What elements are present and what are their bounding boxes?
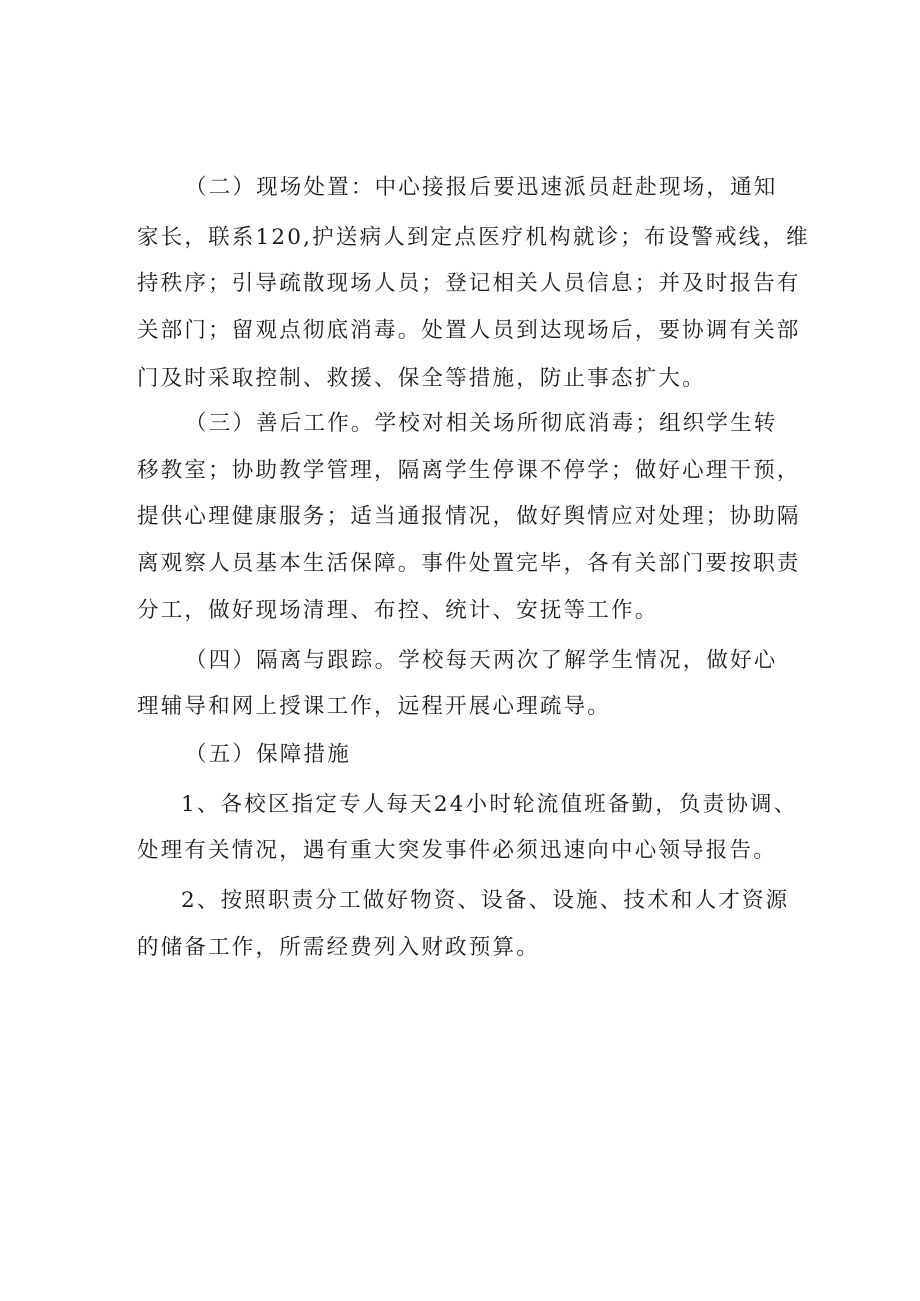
- text-line: 1、各校区指定专人每天24小时轮流值班备勤，负责协调、: [181, 792, 798, 817]
- text-line: 提供心理健康服务；适当通报情况，做好舆情应对处理；协助隔: [137, 504, 801, 529]
- text-line: 关部门；留观点彻底消毒。处置人员到达现场后，要协调有关部: [137, 318, 801, 343]
- text-line: （四）隔离与跟踪。学校每天两次了解学生情况，做好心: [185, 648, 778, 673]
- text-line: 2、按照职责分工做好物资、设备、设施、技术和人才资源: [181, 888, 790, 913]
- text-line: 处理有关情况，遇有重大突发事件必须迅速向中心领导报告。: [137, 838, 777, 863]
- text-line: 理辅导和网上授课工作，远程开展心理疏导。: [137, 694, 612, 719]
- text-line: （五）保障措施: [185, 742, 351, 767]
- text-line: （二）现场处置：中心接报后要迅速派员赶赴现场，通知: [185, 175, 778, 200]
- text-line: 门及时采取控制、救援、保全等措施，防止事态扩大。: [137, 366, 706, 391]
- text-line: 持秩序；引导疏散现场人员；登记相关人员信息；并及时报告有: [137, 271, 801, 296]
- text-line: （三）善后工作。学校对相关场所彻底消毒；组织学生转: [185, 411, 778, 436]
- text-line: 的储备工作，所需经费列入财政预算。: [137, 935, 540, 960]
- text-line: 分工，做好现场清理、布控、统计、安抚等工作。: [137, 598, 659, 623]
- text-line: 家长，联系120,护送病人到定点医疗机构就诊；布设警戒线，维: [137, 225, 810, 250]
- text-line: 离观察人员基本生活保障。事件处置完毕，各有关部门要按职责: [137, 551, 801, 576]
- text-line: 移教室；协助教学管理，隔离学生停课不停学；做好心理干预，: [137, 458, 801, 483]
